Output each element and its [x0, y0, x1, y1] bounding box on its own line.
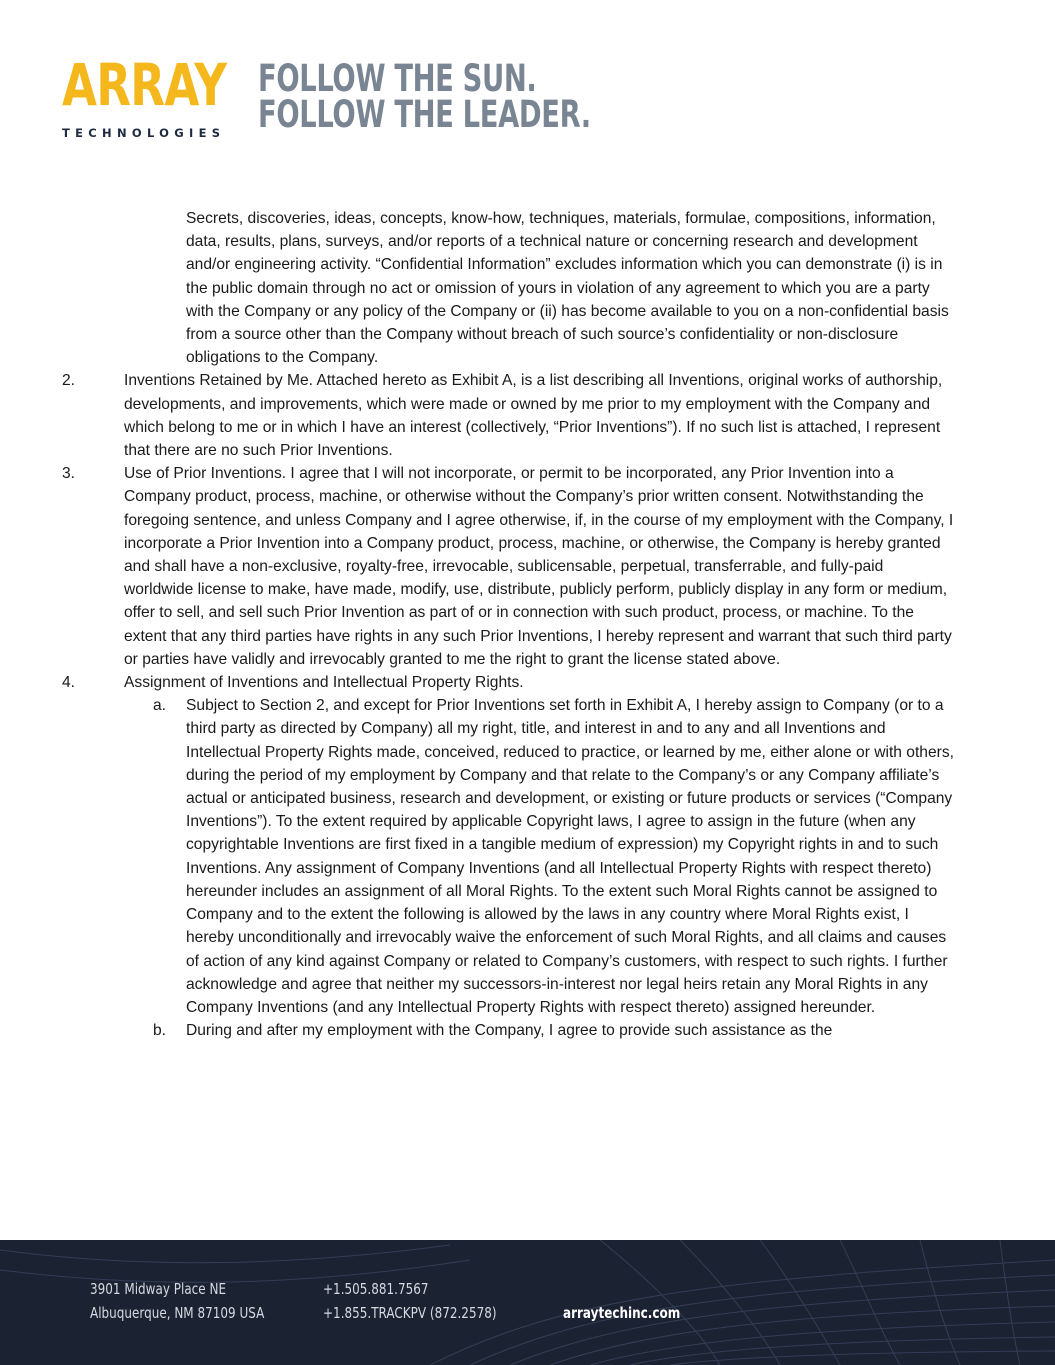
section-text: Use of Prior Inventions. I agree that I will not incorporate, or permit to be incorporated, any Prior Invention into a Company product, process, machine, or otherwise without the Company’s prior written consent. Notwithstanding the foregoing sentence, and unless Company and I agree otherwise, if, in the course of my employment with the Company, I incorporate a Prior Invention into a Company product, process, machine, or otherwise, the Company is hereby granted and shall have a non-exclusive, royalty-free, irrevocable, sublicensable, perpetual, transferrable, and fully-paid worldwide license to make, have made, modify, use, distribute, publicly perform, publicly display in any form or medium, offer to sell, and sell such Prior Invention as part of or in connection with such product, process, or machine. To the extent that any third parties have rights in any such Prior Inventions, I hereby represent and warrant that such third party or parties have validly and irrevocably granted to me the right to grant the license stated above. — [124, 465, 954, 668]
section-number: 4. — [62, 674, 76, 692]
section-number: 3. — [62, 465, 76, 483]
company-logo: ARRAY — [62, 51, 227, 119]
section-2 — [62, 369, 956, 462]
section-text: Inventions Retained by Me. Attached hereto as Exhibit A, is a list describing all Inventions, original works of authorship, developments, and improvements, which were made or owned by me prior to my employment with the Company and which belong to me or in which I have an interest (collectively, “Prior Inventions”). If no such list is attached, I represent that there are no such Prior Inventions. — [124, 372, 943, 460]
company-logo-subtitle: TECHNOLOGIES — [62, 126, 226, 140]
subsection-text: Subject to Section 2, and except for Prior Inventions set forth in Exhibit A, I hereby assign to Company (or to a third party as directed by Company) all my right, title, and interest in and to any and all Inventions and Intellectual Property Rights made, conceived, reduced to practice, or learned by me, either alone or with others, during the period of my employment by Company and that relate to the Company’s or any Company affiliate’s actual or anticipated business, research and development, or existing or future products or services (“Company Inventions”). To the extent required by applicable Copyright laws, I agree to assign in the future (when any copyrightable Inventions are first fixed in a tangible medium of expression) my Copyright rights in and to such Inventions. Any assignment of Company Inventions (and all Intellectual Property Rights with respect thereto) hereunder includes an assignment of all Moral Rights. To the extent such Moral Rights cannot be assigned to Company and to the extent the following is allowed by the laws in any country where Moral Rights exist, I hereby unconditionally and irrevocably waive the enforcement of such Moral Rights, and all claims and causes of action of any kind against Company or related to Company’s customers, with respect to such rights. I further acknowledge and agree that neither my successors-in-interest nor legal heirs retain any Moral Rights in any Company Inventions (and any Intellectual Property Rights with respect thereto) assigned hereunder. — [186, 697, 954, 1016]
slogan-line-2: FOLLOW THE LEADER. — [258, 93, 591, 136]
document-body — [0, 207, 1055, 1042]
footer-band — [0, 1240, 1055, 1365]
address-line-1: 3901 Midway Place NE — [90, 1280, 227, 1298]
phone-1: +1.505.881.7567 — [323, 1280, 429, 1298]
continuation-paragraph: Secrets, discoveries, ideas, concepts, know-how, techniques, materials, formulae, compositions, information, data, results, plans, surveys, and/or reports of a technical nature or concerning research and development and/or engineering activity. “Confidential Information” excludes information which you can demonstrate (i) is in the public domain through no act or omission of yours in violation of any agreement to which you are a party with the Company or any policy of the Company or (ii) has become available to you on a non-confidential basis from a source other than the Company without breach of such source’s confidentiality or non-disclosure obligations to the Company. — [186, 210, 949, 367]
subsection-letter: b. — [153, 1022, 167, 1040]
slogan-line-1: FOLLOW THE SUN. — [258, 57, 537, 100]
section-4 — [62, 671, 956, 694]
subsection-letter: a. — [153, 697, 167, 715]
subsection-a — [153, 694, 956, 1019]
subsection-text: During and after my employment with the Company, I agree to provide such assistance as the — [186, 1022, 833, 1040]
section-text: Assignment of Inventions and Intellectual Property Rights. — [124, 674, 524, 692]
address-line-2: Albuquerque, NM 87109 USA — [90, 1304, 265, 1322]
section-number: 2. — [62, 372, 76, 390]
website-link[interactable]: arraytechinc.com — [563, 1304, 681, 1322]
subsection-b — [153, 1019, 956, 1042]
letterhead — [62, 51, 662, 146]
phone-2: +1.855.TRACKPV (872.2578) — [323, 1304, 497, 1322]
section-3 — [62, 462, 956, 671]
slogan — [258, 57, 591, 136]
wave-grid-graphic — [0, 1240, 1055, 1365]
